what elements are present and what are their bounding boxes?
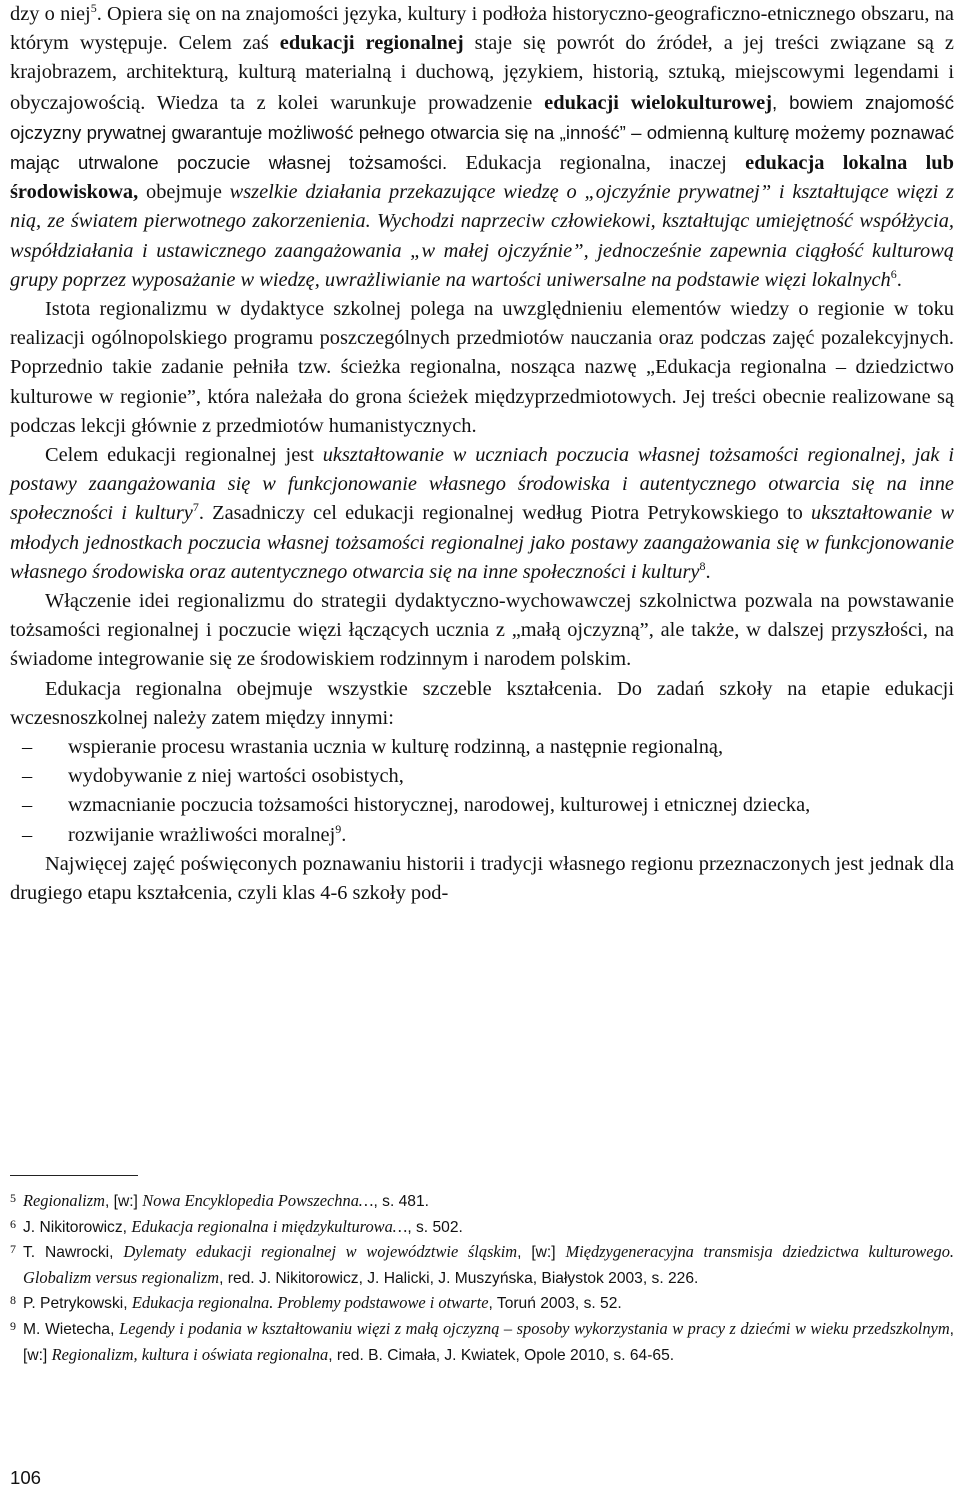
dash-bullet: – [22,765,33,788]
footnote-text: , s. 481. [373,1193,429,1210]
text-run: . Zasadniczy cel edukacji regionalnej według Piotra Petrykowskiego to [198,502,811,525]
footnote-title: Edukacja regionalna i międzykulturowa… [131,1216,408,1236]
bold-term: edukacja lokalna lub środowiskowa, [10,152,954,204]
footnote-text: M. Wietecha, [23,1320,120,1338]
bold-term: edukacji wielokulturowej [544,91,773,114]
text-run: dzy o niej [10,3,91,25]
footnote-ref-8[interactable]: 8 [699,558,706,573]
paragraph-4: Włączenie idei regionalizmu do strategii dydaktyczno-wychowawczej szkolnictwa pozwala na powstawanie tożsamości regionalnej i poczucie więzi łączących ucznia z „małą ojczyzną”, ale także, w dalszej przyszłości, na świadome integrowanie się ze środowiskiem rodzinnym i narodem polskim. [10,590,954,671]
footnote-title: Legendy i podania w kształtowaniu więzi z małą ojczyzną – sposoby wykorzystania w pracy z dziećmi w wieku przedszkolnym [119,1318,950,1338]
text-run: . [341,823,347,846]
footnote-ref-5[interactable]: 5 [90,1,97,15]
body-text [10,0,954,908]
list-item [10,733,954,762]
footnote-number: 8 [10,1293,16,1308]
task-list [10,733,954,850]
paragraph-5: Edukacja regionalna obejmuje wszystkie szczeble kształcenia. Do zadań szkoły na etapie edukacji wczesnoszkolnej należy zatem między innymi: [10,677,954,729]
footnote-text: , red. J. Nikitorowicz, J. Halicki, J. Muszyńska, Białystok 2003, s. 226. [219,1269,699,1287]
dash-bullet: – [22,736,33,759]
page-content [10,0,954,908]
dash-bullet: – [22,794,33,817]
footnote-separator [10,1175,138,1176]
footnote-title: Regionalizm [23,1191,105,1210]
paragraph-3 [10,441,954,587]
dash-bullet: – [22,823,33,846]
list-item [10,762,954,791]
list-item [10,821,954,850]
footnote-5 [10,1189,954,1215]
footnote-title: Międzygeneracyjna transmisja dziedzictwa kulturowego. Globalizm versus regionalizm [23,1242,954,1287]
list-item [10,791,954,820]
text-run: . [896,268,902,291]
footnote-9 [10,1317,954,1368]
italic-quote: ukształtowanie w uczniach poczucia własnej tożsamości regionalnej, jak i postawy zaangażowania się w funkcjonowanie własnego środowiska i autentycznego otwarcia się na inne społeczności i kultury [10,444,954,525]
paragraph-2: Istota regionalizmu w dydaktyce szkolnej polega na uwzględnieniu elementów wiedzy o regionie w toku realizacji ogólnopolskiego programu poszczególnych przedmiotów nauczania oraz podczas zajęć pozalekcyjnych. Poprzednio takie zadanie pełniła tzw. ścieżka regionalna, nosząca nazwę „Edukacja regionalna – dziedzictwo kulturowe w regionie”, która należała do grona ścieżek międzyprzedmiotowych. Jej treści obecnie realizowane są podczas lekcji głównie z przedmiotów humanistycznych. [10,298,954,437]
list-item-text: wspieranie procesu wrastania ucznia w kulturę rodzinną, a następnie regionalną, [68,736,724,759]
text-run: Edukacja regionalna, inaczej [447,152,746,175]
footnote-number: 7 [10,1242,16,1257]
bold-term: edukacji regionalnej [279,32,464,55]
paragraph-1 [10,0,954,295]
footnote-ref-6[interactable]: 6 [890,266,897,281]
footnote-title: Regionalizm, kultura i oświata regionalna [51,1344,329,1364]
footnotes [10,1189,954,1368]
list-item-text: wzmacnianie poczucia tożsamości historycznej, narodowej, kulturowej i etnicznej dziecka, [68,794,811,817]
footnote-title: Dylematy edukacji regionalnej w województwie śląskim [123,1242,518,1262]
paragraph-6: Najwięcej zajęć poświęconych poznawaniu historii i tradycji własnego regionu przeznaczonych jest jednak dla drugiego etapu kształcenia, czyli klas 4-6 szkoły pod- [10,852,954,905]
italic-quote: ukształtowanie w młodych jednostkach poczucia własnej tożsamości regionalnej jako postawy zaangażowania się w funkcjonowanie własnego środowiska oraz autentycznego otwarcia się na inne społeczności i kultury [10,502,954,583]
text-run: Celem edukacji regionalnej jest [45,444,323,467]
footnote-7 [10,1240,954,1291]
text-run-sans: , bowiem znajomość ojczyzny prywatnej gwarantuje możliwość pełnego otwarcia się na „inność” – odmienną kulturę możemy poznawać mając utrwalone poczucie własnej tożsamości. [10,91,954,174]
footnote-number: 5 [10,1191,16,1205]
footnote-text: T. Nawrocki, [23,1244,124,1262]
footnote-ref-9[interactable]: 9 [335,821,342,836]
footnote-ref-7[interactable]: 7 [192,500,199,515]
list-item-text: wydobywanie z niej wartości osobistych, [68,765,404,788]
footnote-title: Nowa Encyklopedia Powszechna… [142,1191,374,1210]
footnote-text: , Toruń 2003, s. 52. [488,1295,622,1313]
footnote-number: 6 [10,1216,16,1231]
italic-quote: wszelkie działania przekazujące wiedzę o „ojczyźnie prywatnej” i kształtujące więzi z nią, ze światem pierwotnego zakorzenienia. Wychodzi naprzeciw człowiekowi, kształtując umiejętność współżycia, współdziałania i ustawicznego zaangażowania „w małej ojczyźnie”, jednocześnie zapewnia ciągłość kulturową grupy poprzez wyposażanie w wiedzę, uwrażliwianie na wartości uniwersalne na podstawie więzi lokalnych [10,181,954,291]
text-run: staje się powrót do źródeł, a jej treści związane są z krajobrazem, architekturą, kulturą materialną i duchową, językiem, historią, sztuką, miejscowymi legendami i obyczajowością. Wiedza ta z kolei warunkuje prowadzenie [10,32,954,114]
footnote-text: J. Nikitorowicz, [23,1218,132,1236]
footnote-8 [10,1291,954,1317]
text-run: obejmuje [138,181,230,204]
text-run: . Opiera się on na znajomości języka, kultury i podłoża historyczno-geograficzno-etnicznego obszaru, na którym występuje. Celem zaś [10,3,954,55]
footnote-text: , [w:] [104,1193,143,1210]
footnote-text: , [w:] [517,1244,566,1262]
list-item-text: rozwijanie wrażliwości moralnej [68,823,336,846]
footnote-text: P. Petrykowski, [23,1295,132,1313]
footnote-text: , [w:] [23,1320,954,1364]
footnote-number: 9 [10,1318,16,1333]
footnote-text: , s. 502. [407,1218,463,1236]
footnote-title: Edukacja regionalna. Problemy podstawowe i otwarte [131,1293,489,1313]
footnote-6 [10,1215,954,1241]
page-number: 106 [10,1467,42,1488]
text-run: . [705,560,711,583]
footnote-text: , red. B. Cimała, J. Kwiatek, Opole 2010, s. 64-65. [328,1346,675,1364]
